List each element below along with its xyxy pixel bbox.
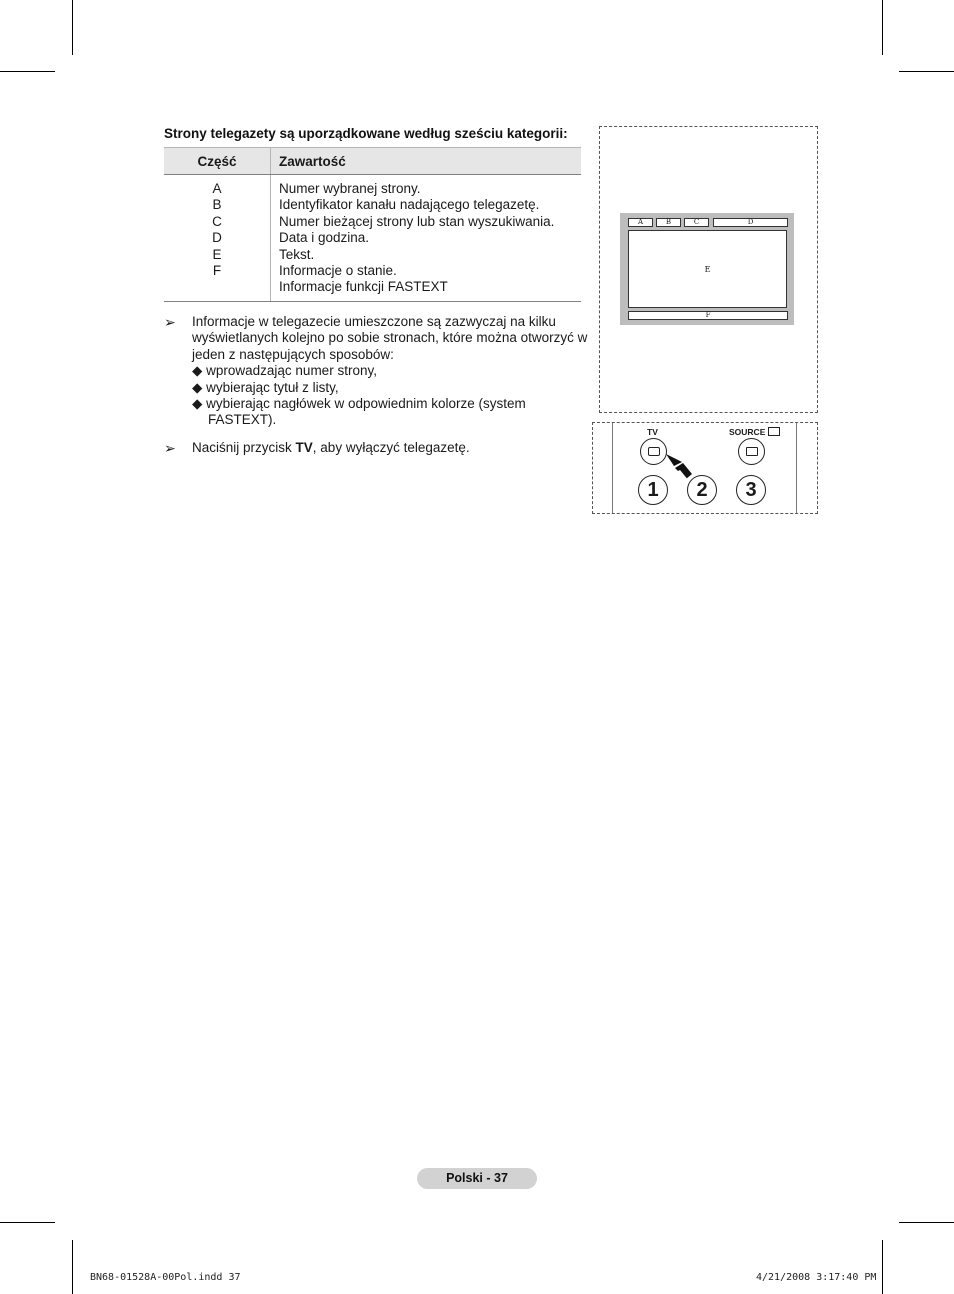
column-header-content: Zawartość: [271, 148, 582, 175]
crop-mark: [882, 0, 883, 55]
label-e: E: [704, 265, 711, 274]
section-heading: Strony telegazety są uporządkowane według sześciu kategorii:: [164, 126, 568, 141]
source-label-text: SOURCE: [729, 427, 766, 437]
source-button[interactable]: [738, 438, 765, 465]
teletext-screen-diagram: [620, 213, 794, 325]
remote-edge: [796, 423, 797, 513]
content-cell: Numer wybranej strony.: [279, 181, 421, 196]
content-cell: Informacje funkcji FASTEXT: [279, 279, 448, 295]
label-a: A: [628, 218, 653, 227]
print-slug-file: BN68-01528A-00Pol.indd 37: [90, 1272, 241, 1283]
source-button-label: [729, 427, 780, 437]
note-text: Informacje w telegazecie umieszczone są zazwyczaj na kilku wyświetlanych kolejno po sobie stronach, które można otworzyć w jeden z następujących sposobów:: [192, 314, 588, 362]
part-letters: [164, 175, 271, 302]
note-arrow-icon: ➢: [164, 314, 176, 330]
number-button-1[interactable]: 1: [638, 475, 668, 505]
number-button-2[interactable]: 2: [687, 475, 717, 505]
crop-mark: [72, 1240, 73, 1294]
crop-mark: [882, 1240, 883, 1294]
content-cell: Data i godzina.: [279, 230, 370, 246]
content-cell: Tekst.: [279, 246, 315, 262]
source-icon: [746, 447, 758, 456]
part-cell: D: [212, 230, 222, 246]
part-cell: E: [212, 246, 222, 262]
part-cell: F: [212, 263, 222, 279]
label-d: D: [713, 218, 788, 227]
list-item: ◆ wybierając nagłówek w odpowiednim kolorze (system FASTEXT).: [192, 396, 526, 428]
note-text-before: Naciśnij przycisk: [192, 440, 296, 455]
note-text-after: , aby wyłączyć telegazetę.: [312, 440, 470, 455]
note-arrow-icon: ➢: [164, 440, 176, 456]
tv-screen-icon: [648, 447, 660, 456]
list-item: ◆ wprowadzając numer strony,: [192, 363, 377, 379]
parts-table: [164, 147, 581, 302]
part-cell: A: [212, 181, 222, 196]
label-f: F: [628, 311, 788, 320]
note-access-methods: [164, 314, 594, 429]
crop-mark: [0, 71, 55, 72]
part-cell: C: [212, 213, 222, 229]
table-row: [164, 175, 581, 302]
crop-mark: [0, 1222, 55, 1223]
content-cell: Informacje o stanie.: [279, 263, 397, 279]
note-exit-teletext: [164, 440, 594, 456]
list-item: ◆ wybierając tytuł z listy,: [192, 379, 339, 395]
page-number-badge: Polski - 37: [417, 1168, 537, 1189]
tv-key-name: TV: [295, 440, 313, 455]
label-b: B: [656, 218, 681, 227]
part-cell: B: [212, 197, 222, 213]
content-cell: Identyfikator kanału nadającego telegazetę.: [279, 197, 540, 213]
number-button-3[interactable]: 3: [736, 475, 766, 505]
content-cell: Numer bieżącej strony lub stan wyszukiwania.: [279, 213, 555, 229]
crop-mark: [899, 1222, 954, 1223]
column-header-part: Część: [164, 148, 271, 175]
tv-button-label: TV: [647, 427, 658, 437]
source-input-icon: [768, 427, 780, 436]
crop-mark: [72, 0, 73, 55]
content-list: [271, 175, 582, 302]
remote-edge: [612, 423, 613, 513]
print-slug-datetime: 4/21/2008 3:17:40 PM: [756, 1272, 877, 1283]
label-c: C: [684, 218, 709, 227]
crop-mark: [899, 71, 954, 72]
text-area: [628, 230, 787, 308]
